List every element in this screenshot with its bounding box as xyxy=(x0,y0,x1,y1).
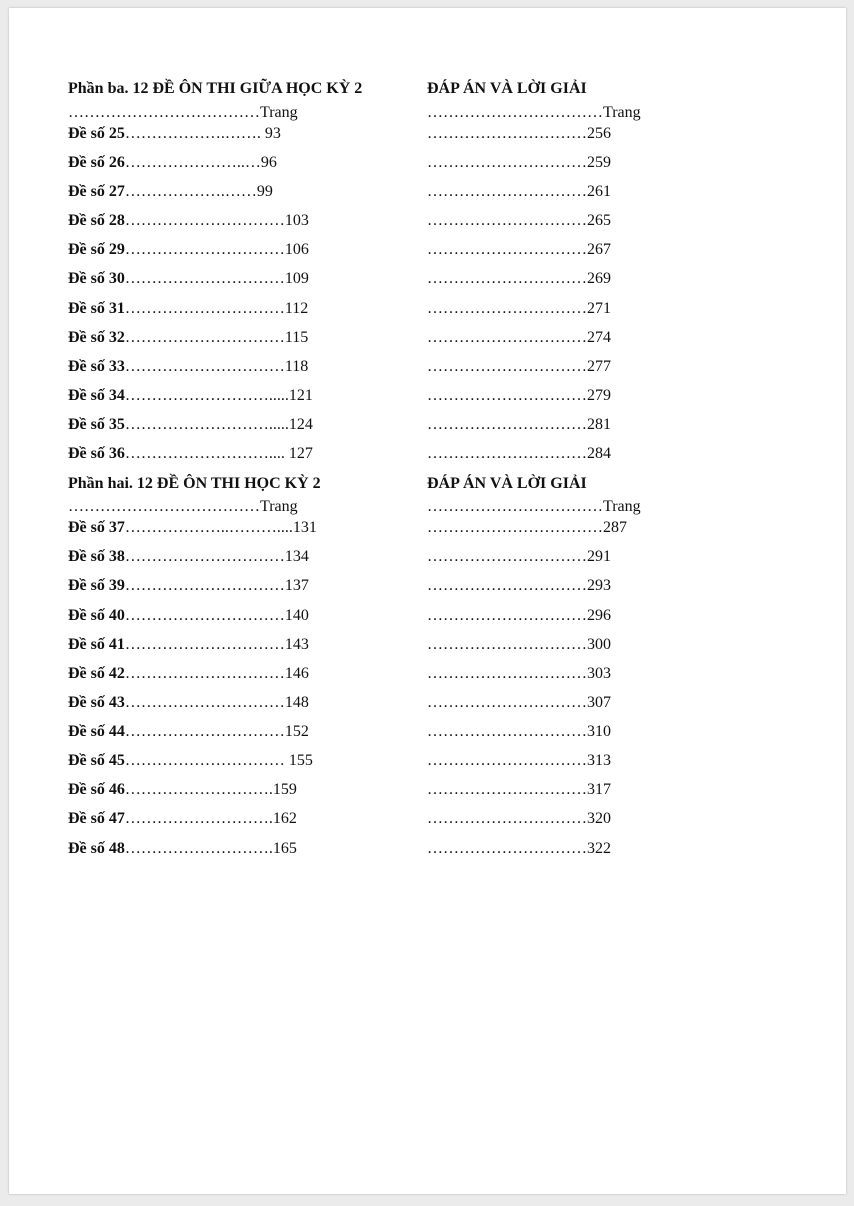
toc-row: Đề số 37………………..………....131 xyxy=(68,519,317,536)
answer-row: …………………………313 xyxy=(427,752,611,769)
answer-row: …………………………256 xyxy=(427,125,611,142)
answer-row: …………………………320 xyxy=(427,810,611,827)
toc-row: Đề số 25……………….……. 93 xyxy=(68,125,281,142)
answer-row: …………………………274 xyxy=(427,329,611,346)
answer-row: …………………………259 xyxy=(427,154,611,171)
toc-row: Đề số 38…………………………134 xyxy=(68,548,309,565)
answer-row: …………………………279 xyxy=(427,387,611,404)
toc-row: Đề số 33…………………………118 xyxy=(68,358,309,375)
answer-row: …………………………322 xyxy=(427,840,611,857)
toc-row: Đề số 36……………………….... 127 xyxy=(68,445,313,462)
toc-row: Đề số 34……………………….....121 xyxy=(68,387,313,404)
toc-row: Đề số 32…………………………115 xyxy=(68,329,309,346)
toc-row: Đề số 41…………………………143 xyxy=(68,636,309,653)
answer-row: …………………………317 xyxy=(427,781,611,798)
toc-row: Đề số 30…………………………109 xyxy=(68,270,309,287)
answer-row: …………………………293 xyxy=(427,577,611,594)
answer-row: …………………………269 xyxy=(427,270,611,287)
answer-row: …………………………300 xyxy=(427,636,611,653)
toc-row: Đề số 47……………………….162 xyxy=(68,810,297,827)
toc-row: Đề số 39…………………………137 xyxy=(68,577,309,594)
answer-row: …………………………277 xyxy=(427,358,611,375)
toc-row: Đề số 31…………………………112 xyxy=(68,300,309,317)
answer-row: …………………………310 xyxy=(427,723,611,740)
answer-row: …………………………291 xyxy=(427,548,611,565)
answer-row: ……………………………287 xyxy=(427,519,627,536)
answer-row: …………………………267 xyxy=(427,241,611,258)
toc-row: Đề số 40…………………………140 xyxy=(68,607,309,624)
answer-row: …………………………296 xyxy=(427,607,611,624)
trang-header: ……………………………Trang xyxy=(427,104,641,121)
section-title: Phần ba. 12 ĐỀ ÔN THI GIỮA HỌC KỲ 2 xyxy=(68,80,363,97)
toc-row: Đề số 26…………………..…96 xyxy=(68,154,277,171)
answer-row: …………………………271 xyxy=(427,300,611,317)
answer-row: …………………………281 xyxy=(427,416,611,433)
section-title: Phần hai. 12 ĐỀ ÔN THI HỌC KỲ 2 xyxy=(68,475,321,492)
answer-row: …………………………307 xyxy=(427,694,611,711)
toc-row: Đề số 43…………………………148 xyxy=(68,694,309,711)
answers-title: ĐÁP ÁN VÀ LỜI GIẢI xyxy=(427,475,587,492)
toc-row: Đề số 35……………………….....124 xyxy=(68,416,313,433)
answer-row: …………………………284 xyxy=(427,445,611,462)
toc-row: Đề số 48……………………….165 xyxy=(68,840,297,857)
toc-row: Đề số 27……………….……99 xyxy=(68,183,273,200)
document-page xyxy=(9,8,846,1194)
answers-title: ĐÁP ÁN VÀ LỜI GIẢI xyxy=(427,80,587,97)
toc-row: Đề số 44…………………………152 xyxy=(68,723,309,740)
toc-row: Đề số 45………………………… 155 xyxy=(68,752,313,769)
trang-header: ………………………………Trang xyxy=(68,104,298,121)
answer-row: …………………………303 xyxy=(427,665,611,682)
trang-header: ………………………………Trang xyxy=(68,498,298,515)
toc-row: Đề số 29…………………………106 xyxy=(68,241,309,258)
toc-row: Đề số 28…………………………103 xyxy=(68,212,309,229)
answer-row: …………………………261 xyxy=(427,183,611,200)
toc-row: Đề số 46……………………….159 xyxy=(68,781,297,798)
answer-row: …………………………265 xyxy=(427,212,611,229)
toc-row: Đề số 42…………………………146 xyxy=(68,665,309,682)
trang-header: ……………………………Trang xyxy=(427,498,641,515)
